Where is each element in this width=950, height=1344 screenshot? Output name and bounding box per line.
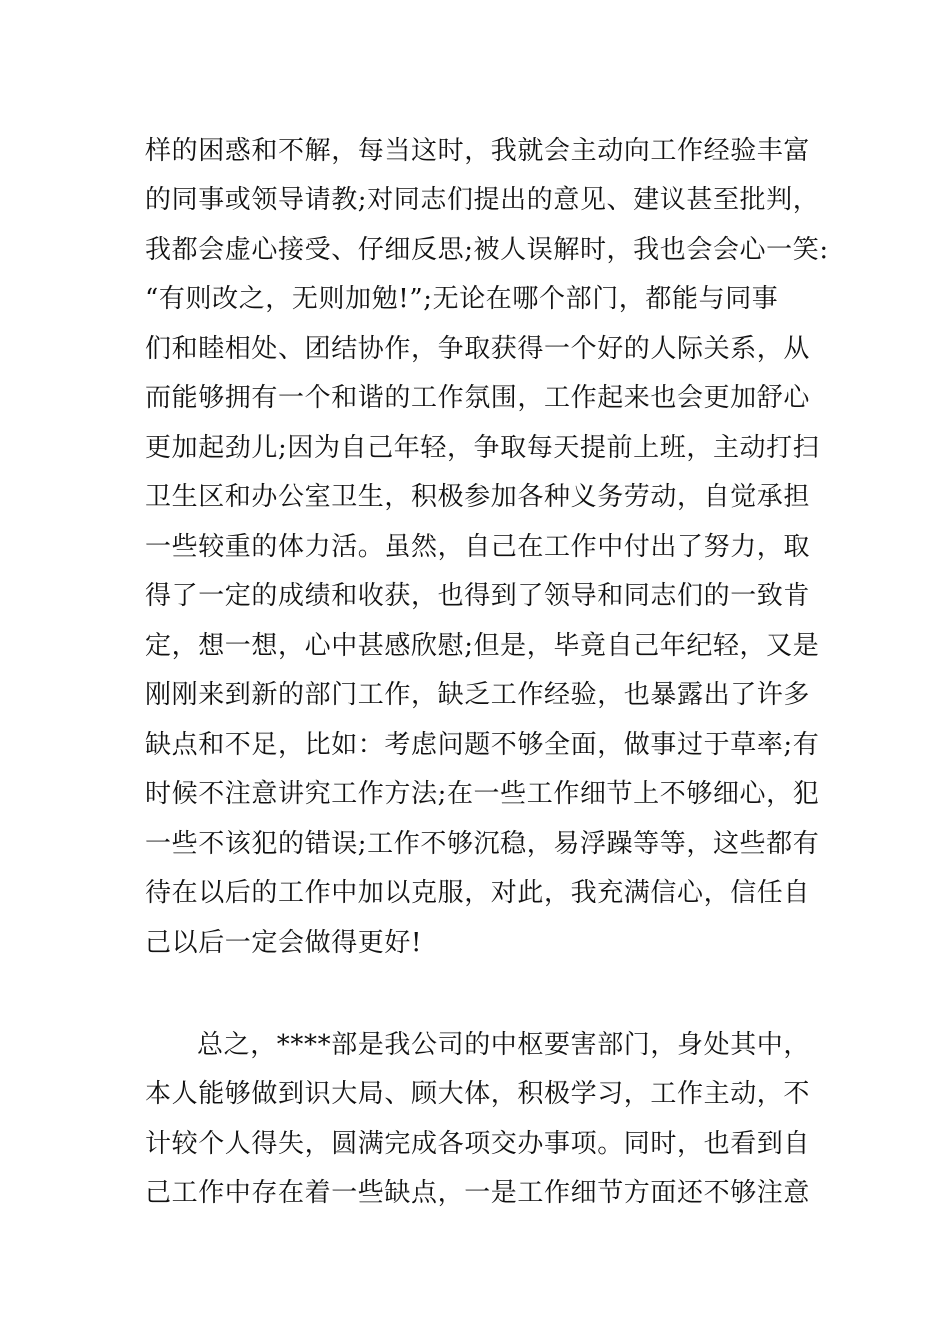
- text-line: 卫生区和办公室卫生，积极参加各种义务劳动，自觉承担: [145, 482, 811, 512]
- text-line: 得了一定的成绩和收获，也得到了领导和同志们的一致肯: [145, 581, 811, 611]
- text-line: 计较个人得失，圆满完成各项交办事项。同时，也看到自: [145, 1129, 811, 1159]
- text-line: 刚刚来到新的部门工作，缺乏工作经验，也暴露出了许多: [145, 680, 811, 710]
- text-line: 待在以后的工作中加以克服，对此，我充满信心，信任自: [145, 878, 811, 908]
- text-line: 一些不该犯的错误;工作不够沉稳，易浮躁等等，这些都有: [145, 829, 820, 859]
- text-line: 而能够拥有一个和谐的工作氛围，工作起来也会更加舒心: [145, 383, 811, 413]
- text-line: 的同事或领导请教;对同志们提出的意见、建议甚至批判，: [145, 185, 820, 215]
- text-line: 定，想一想，心中甚感欣慰;但是，毕竟自己年纪轻，又是: [145, 631, 820, 661]
- text-line: 本人能够做到识大局、顾大体，积极学习，工作主动，不: [145, 1079, 811, 1109]
- text-line: 己以后一定会做得更好!: [145, 928, 423, 958]
- text-line: 们和睦相处、团结协作，争取获得一个好的人际关系，从: [145, 334, 811, 364]
- text-line: 缺点和不足，比如：考虑问题不够全面，做事过于草率;有: [145, 730, 820, 760]
- text-line: 我都会虚心接受、仔细反思;被人误解时，我也会会心一笑:: [145, 235, 829, 265]
- text-line: 一些较重的体力活。虽然，自己在工作中付出了努力，取: [145, 532, 811, 562]
- text-line: 更加起劲儿;因为自己年轻，争取每天提前上班，主动打扫: [145, 433, 820, 463]
- text-line: “有则改之，无则加勉!”;无论在哪个部门，都能与同事: [145, 284, 779, 314]
- text-line: 总之，****部是我公司的中枢要害部门，身处其中，: [197, 1030, 811, 1060]
- text-line: 时候不注意讲究工作方法;在一些工作细节上不够细心，犯: [145, 779, 820, 809]
- text-line: 己工作中存在着一些缺点，一是工作细节方面还不够注意: [145, 1178, 811, 1208]
- text-line: 样的困惑和不解，每当这时，我就会主动向工作经验丰富: [145, 136, 811, 166]
